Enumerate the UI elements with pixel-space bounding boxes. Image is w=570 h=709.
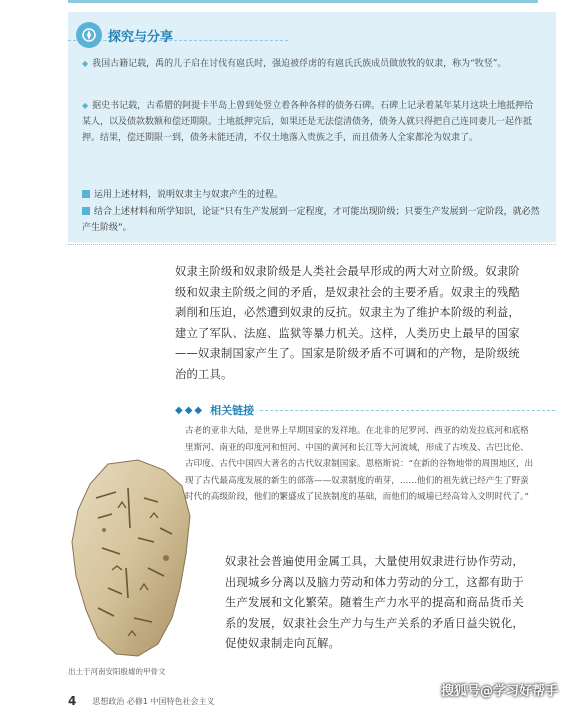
section-divider [68, 244, 556, 245]
compass-icon [76, 22, 102, 48]
image-caption: 出土于河南安阳殷墟的甲骨文 [68, 667, 166, 676]
square-bullet-icon [82, 207, 90, 215]
book-title: 思想政治 必修1 中国特色社会主义 [92, 696, 215, 706]
explore-title-text: 探究与分享 [108, 29, 174, 45]
question-2: 结合上述材料和所学知识，论证“只有生产发展到一定程度，才可能出现阶级；只要生产发展到一定阶段，就必然产生阶级”。 [82, 207, 540, 233]
page-number: 4 [68, 694, 77, 708]
explore-paragraph-2: ◆ 据史书记载，古希腊的阿提卡半岛上曾到处竖立着各种各样的债务石碑。石碑上记录着某年某月这块土地抵押给某人，以及债款数额和偿还期限。土地抵押完后，如果还是无法偿清债务，债务人就只得把自己连同妻儿一起作抵押。结果，偿还期限一到，债务未能还清，不仅土地落入贵族之手，而且债务人全家都沦为奴隶了。 [82, 101, 534, 143]
related-link-rule [260, 410, 555, 411]
page-footer [68, 694, 215, 708]
related-link-title: 相关链接 [210, 404, 255, 417]
question-1: 运用上述材料，说明奴隶主与奴隶产生的过程。 [82, 187, 542, 203]
explore-paragraph-1: ◆ 我国古籍记载，禹的儿子启在讨伐有扈氏时，强迫被俘虏的有扈氏氏族成员做放牧的奴隶，称为“牧竖”。 [82, 59, 507, 69]
square-bullet-icon [82, 190, 90, 198]
main-paragraph-2: 奴隶社会普遍使用金属工具，大量使用奴隶进行协作劳动，出现城乡分离以及脑力劳动和体力劳动的分工，这都有助于生产发展和文化繁荣。随着生产力水平的提高和商品货币关系的发展，奴隶社会生产力与生产关系的矛盾日益尖锐化，促使奴隶制走向瓦解。 [225, 555, 524, 650]
main-paragraph-1: 奴隶主阶级和奴隶阶级是人类社会最早形成的两大对立阶级。奴隶阶级和奴隶主阶级之间的矛盾，是奴隶社会的主要矛盾。奴隶主的残酷剥削和压迫，必然遭到奴隶的反抗。奴隶主为了维护本阶级的利益，建立了军队、法庭、监狱等暴力机关。这样，人类历史上最早的国家——奴隶制国家产生了。国家是阶级矛盾不可调和的产物，是阶级统治的工具。 [175, 265, 520, 381]
related-link-header [175, 400, 555, 420]
diamond-bullet-icon: ◆ [82, 59, 89, 68]
diamond-bullet-icon: ◆ [82, 101, 89, 110]
watermark: 搜狐号@学习好帮手 [440, 684, 558, 699]
oracle-bone-image [68, 458, 194, 660]
explore-share-panel [68, 12, 556, 242]
explore-title [76, 20, 173, 50]
related-link-text: 古老的亚非大陆，是世界上早期国家的发祥地。在北非的尼罗河、西亚的幼发拉底河和底格里斯河、南亚的印度河和恒河、中国的黄河和长江等大河流域，形成了古埃及、古巴比伦、古印度、古代中国四大著名的古代奴隶制国家。恩格斯说：“在新的谷物地带的周围地区，出现了古代最高度发展的新生的部落——奴隶制度的萌芽，……他们的祖先就已经产生了野蛮时代的高级阶段，他们的繁盛成了民族制度的基础，而他们的城墙已经高耸入文明时代了。” [185, 426, 534, 502]
top-rule [68, 0, 538, 3]
diamonds-icon: ◆◆◆ [175, 404, 205, 416]
